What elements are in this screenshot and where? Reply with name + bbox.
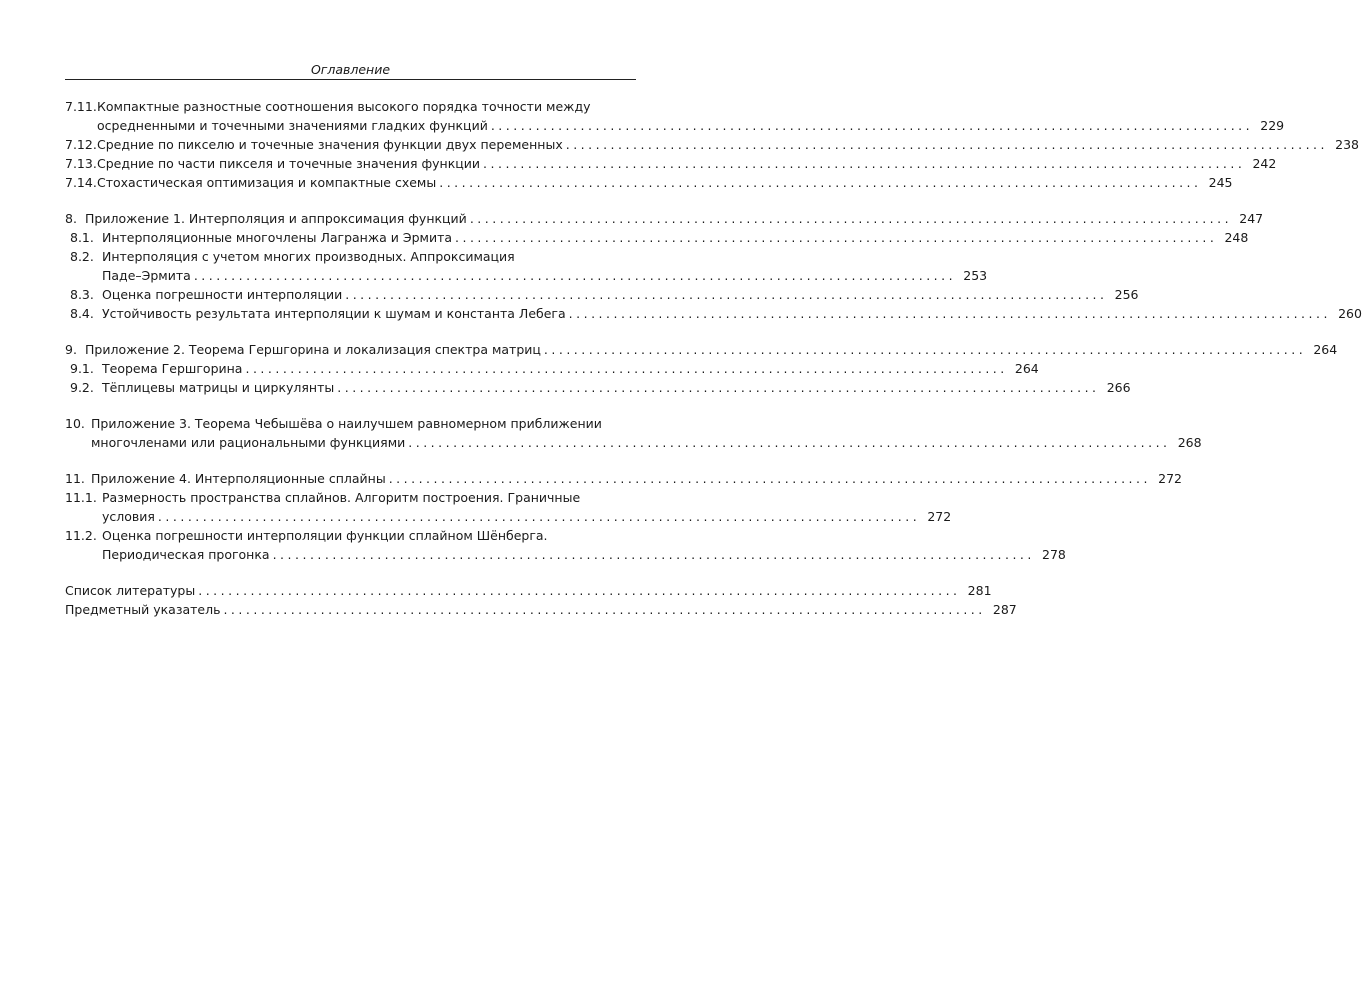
dot-leader: ...................................................................................................... (455, 230, 1218, 245)
running-header (65, 62, 636, 80)
dot-leader: ...................................................................................................... (543, 342, 1307, 357)
toc-entry-page: 260 (1338, 306, 1362, 321)
toc-entry-page: 242 (1252, 156, 1277, 171)
toc-entry[interactable] (65, 228, 1249, 247)
toc-entry-number: 7.11. (65, 99, 97, 114)
toc-entry-title: Средние по части пикселя и точечные значения функции (97, 156, 481, 171)
dot-leader: ...................................................................................................... (568, 306, 1331, 321)
toc-entry-bibliography[interactable] (65, 581, 992, 600)
dot-leader: ...................................................................................................... (193, 268, 957, 283)
toc-entry-title: Оценка погрешности интерполяции функции сплайном Шёнберга. (102, 528, 548, 543)
toc-group-chapter-8 (65, 209, 1362, 323)
dot-leader: ...................................................................................................... (483, 156, 1246, 171)
toc-entry-page: 264 (1014, 361, 1039, 376)
toc-entry-title: Приложение 3. Теорема Чебышёва о наилучшем равномерном приближении (91, 416, 602, 431)
dot-leader: ...................................................................................................... (439, 175, 1202, 190)
toc-entry-page: 238 (1335, 137, 1360, 152)
toc-entry-title: Предметный указатель (65, 602, 221, 617)
toc-entry-number: 8.4. (70, 306, 94, 321)
toc-entry-chapter[interactable] (65, 340, 1338, 359)
toc-entry-title: Компактные разностные соотношения высокого порядка точности между (97, 99, 591, 114)
dot-leader: ...................................................................................................... (490, 118, 1254, 133)
dot-leader: ...................................................................................................... (157, 509, 921, 524)
toc-entry-title: Теорема Гершгорина (102, 361, 243, 376)
toc-entry-page: 278 (1042, 547, 1066, 562)
toc-entry-number: 7.12. (65, 137, 97, 152)
toc-entry-title: Приложение 2. Теорема Гершгорина и локализация спектра матриц (85, 342, 541, 357)
toc-entry-number: 9.1. (70, 361, 94, 376)
toc-entry-page: 281 (967, 583, 992, 598)
toc-entry[interactable] (65, 285, 1139, 304)
toc-entry-number: 11. (65, 471, 85, 486)
dot-leader: ...................................................................................................... (388, 471, 1151, 486)
dot-leader: ...................................................................................................... (223, 602, 986, 617)
dot-leader: ...................................................................................................... (408, 435, 1171, 450)
toc-entry[interactable] (65, 154, 1277, 173)
toc-entry-title: Интерполяционные многочлены Лагранжа и Эрмита (102, 230, 453, 245)
toc-group-chapter-10 (65, 414, 1202, 452)
toc-entry-number: 10. (65, 416, 85, 431)
toc-entry-title: условия (102, 509, 155, 524)
toc-group-chapter-11 (65, 469, 1182, 564)
dot-leader: ...................................................................................................... (337, 380, 1100, 395)
toc-entry-title: Список литературы (65, 583, 196, 598)
toc-entry-title: Стохастическая оптимизация и компактные схемы (97, 175, 437, 190)
toc-entry-title: Приложение 4. Интерполяционные сплайны (91, 471, 386, 486)
toc-entry[interactable] (65, 247, 988, 285)
toc-entry-title: многочленами или рациональными функциями (91, 435, 406, 450)
toc-entry[interactable] (65, 97, 1285, 135)
toc-entry-title: Приложение 1. Интерполяция и аппроксимация функций (85, 211, 467, 226)
dot-leader: ...................................................................................................... (565, 137, 1329, 152)
toc-entry-index[interactable] (65, 600, 1017, 619)
toc-entry-number: 8.3. (70, 287, 94, 302)
toc-entry-page: 272 (927, 509, 952, 524)
toc-entry-page: 268 (1177, 435, 1202, 450)
toc-entry-title: Средние по пикселю и точечные значения функции двух переменных (97, 137, 563, 152)
toc-entry-page: 247 (1239, 211, 1264, 226)
toc-entry-number: 8.2. (70, 249, 94, 264)
toc-entry-number: 7.13. (65, 156, 97, 171)
toc-entry-title: Тёплицевы матрицы и циркулянты (102, 380, 335, 395)
toc-entry-title: Паде–Эрмита (102, 268, 191, 283)
running-header-title: Оглавление (310, 62, 391, 77)
toc-entry[interactable] (65, 304, 1362, 323)
toc-entry[interactable] (65, 173, 1233, 192)
toc-entry-title: Интерполяция с учетом многих производных. Аппроксимация (102, 249, 515, 264)
toc-entry[interactable] (65, 488, 952, 526)
toc-entry-page: 256 (1114, 287, 1139, 302)
toc-entry-title: Оценка погрешности интерполяции (102, 287, 343, 302)
toc-entry-title: Размерность пространства сплайнов. Алгоритм построения. Граничные (102, 490, 581, 505)
toc-entry-title: Устойчивость результата интерполяции к шумам и константа Лебега (102, 306, 566, 321)
toc-entry-number: 9. (65, 342, 77, 357)
toc-entry[interactable] (65, 135, 1360, 154)
toc-entry-title: осредненными и точечными значениями гладких функций (97, 118, 488, 133)
toc-group-chapter-7 (65, 97, 1360, 192)
toc-entry-number: 8. (65, 211, 77, 226)
toc-entry-chapter[interactable] (65, 209, 1264, 228)
toc-entry-chapter[interactable] (65, 469, 1182, 488)
toc-entry-number: 7.14. (65, 175, 97, 190)
toc-entry-number: 8.1. (70, 230, 94, 245)
toc-entry-chapter[interactable] (65, 414, 1202, 452)
toc-entry-page: 264 (1313, 342, 1338, 357)
dot-leader: ...................................................................................................... (345, 287, 1108, 302)
toc-entry-number: 11.2. (65, 528, 97, 543)
toc-entry-page: 248 (1224, 230, 1249, 245)
toc-group-back-matter (65, 581, 1017, 619)
toc-entry-title: Периодическая прогонка (102, 547, 270, 562)
dot-leader: ...................................................................................................... (469, 211, 1233, 226)
toc-entry-page: 245 (1208, 175, 1233, 190)
dot-leader: ...................................................................................................... (198, 583, 961, 598)
dot-leader: ...................................................................................................... (272, 547, 1035, 562)
dot-leader: ...................................................................................................... (245, 361, 1008, 376)
toc-entry[interactable] (65, 526, 1066, 564)
toc-entry-page: 253 (963, 268, 988, 283)
toc-entry-number: 9.2. (70, 380, 94, 395)
toc-group-chapter-9 (65, 340, 1338, 397)
toc-entry-page: 266 (1106, 380, 1131, 395)
toc-entry-page: 272 (1158, 471, 1182, 486)
toc-entry[interactable] (65, 378, 1131, 397)
toc-entry-page: 287 (992, 602, 1017, 617)
toc-entry-page: 229 (1260, 118, 1285, 133)
toc-entry-number: 11.1. (65, 490, 97, 505)
toc-entry[interactable] (65, 359, 1039, 378)
table-of-contents (65, 97, 1362, 619)
